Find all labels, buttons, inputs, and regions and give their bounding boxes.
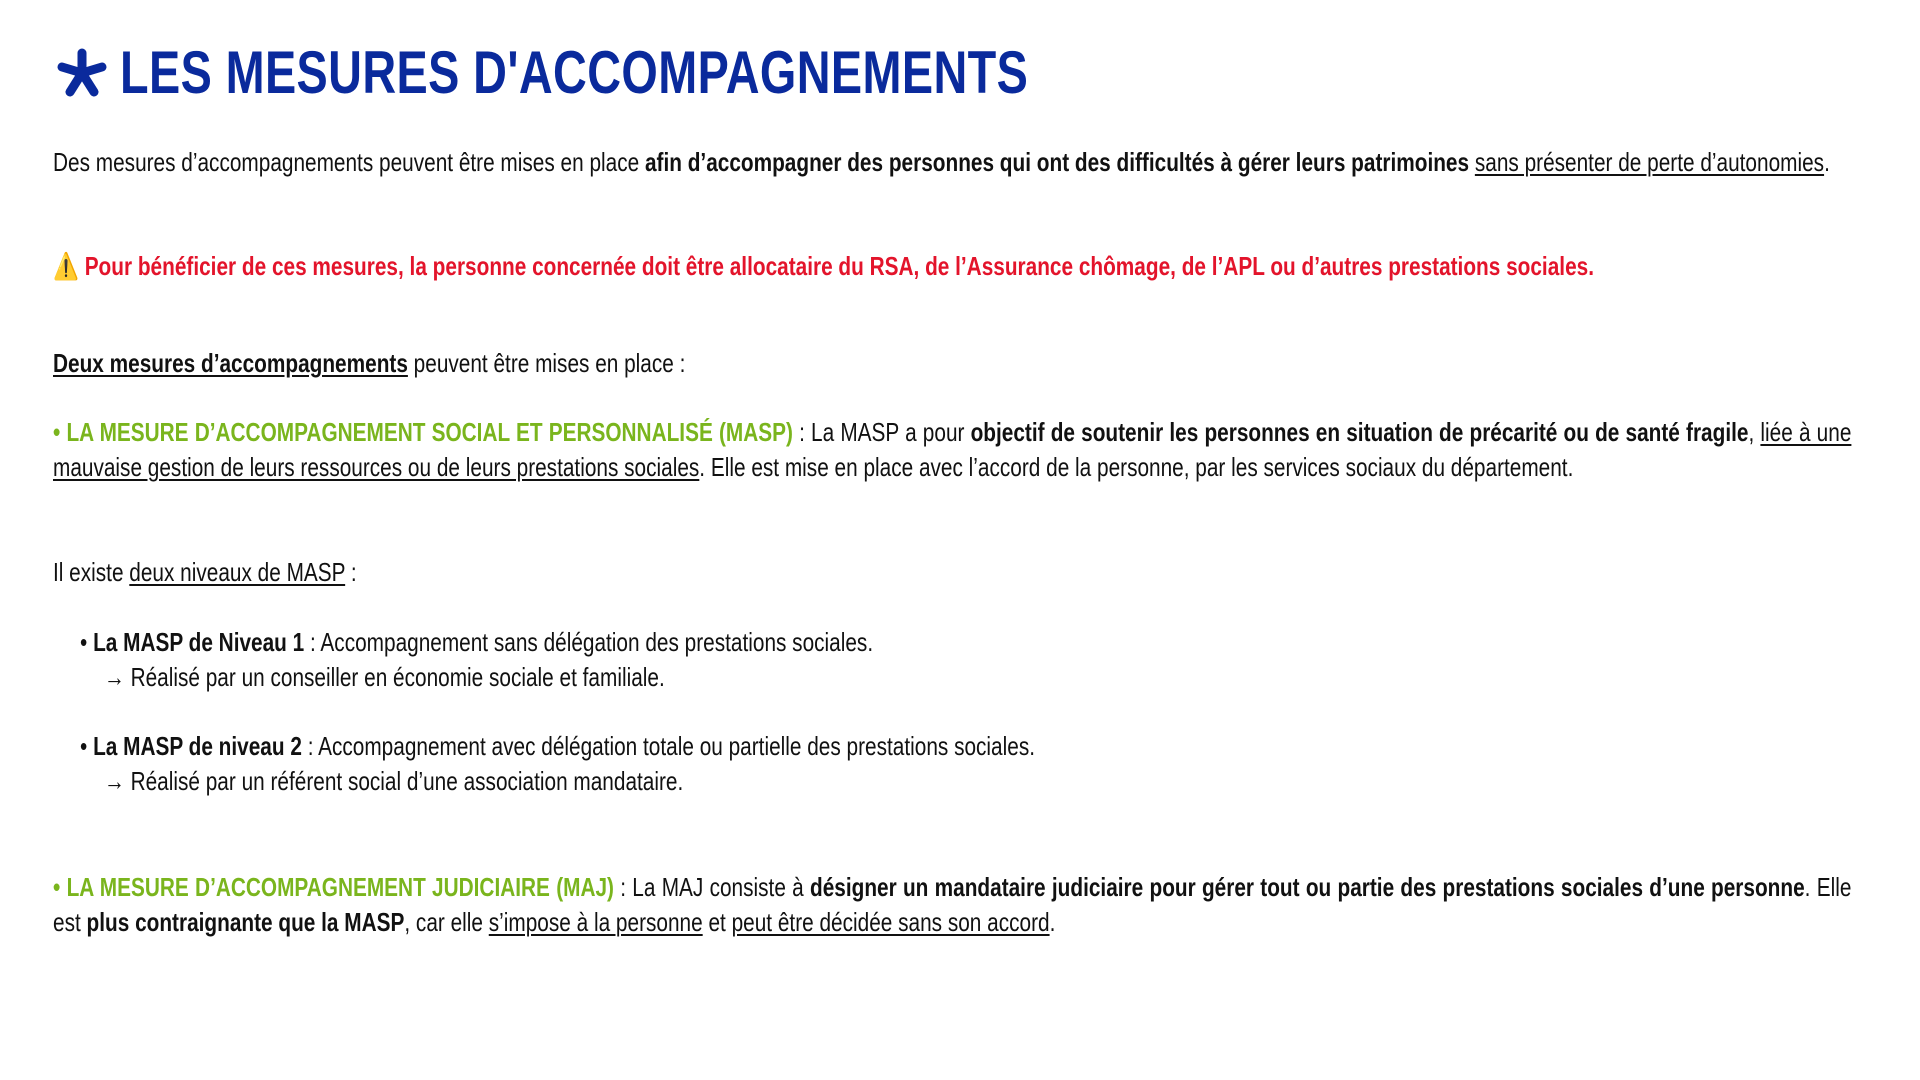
text: . [1049, 907, 1056, 937]
bold-text: plus contraignante que la MASP [86, 907, 405, 937]
text: Il existe [53, 557, 130, 587]
masp-level-2 [80, 729, 1878, 799]
bold-text: objectif de soutenir les personnes en situation de précarité ou de santé fragile [970, 417, 1749, 447]
masp-level-1 [80, 625, 1878, 695]
level-label: La MASP de Niveau 1 [93, 627, 305, 657]
text: . Elle est mise en place avec l’accord de la personne, par les services sociaux du département. [699, 452, 1574, 482]
bold-text: désigner un mandataire judiciaire pour gérer tout ou partie des prestations sociales d’une personne [810, 872, 1805, 902]
underlined-text: peut être décidée sans son accord [731, 907, 1050, 937]
level-detail: → Réalisé par un référent social d’une association mandataire. [104, 766, 684, 796]
underlined-text: Deux mesures d’accompagnements [53, 348, 408, 378]
intro-paragraph [53, 145, 1851, 180]
text: . Elle est [53, 872, 1852, 937]
text: : La MASP a pour [792, 417, 971, 447]
underlined-text: sans présenter de perte d’autonomies [1474, 147, 1825, 177]
asterisk-icon [56, 47, 108, 99]
measures-intro [53, 346, 1851, 381]
bullet: • [53, 417, 61, 447]
text: Des mesures d’accompagnements peuvent être mises en place [53, 147, 645, 177]
underlined-text: s’impose à la personne [488, 907, 703, 937]
text: : Accompagnement sans délégation des prestations sociales. [304, 627, 874, 657]
masp-paragraph [53, 415, 1851, 485]
page-header [56, 38, 1284, 107]
levels-intro [53, 555, 1851, 590]
text: , car elle [404, 907, 489, 937]
text: et [702, 907, 732, 937]
text: . [1824, 147, 1830, 177]
bullet: • [53, 872, 61, 902]
warning-paragraph [53, 249, 1869, 284]
maj-heading: LA MESURE D’ACCOMPAGNEMENT JUDICIAIRE (MAJ) [66, 872, 614, 902]
text: : Accompagnement avec délégation totale ou partielle des prestations sociales. [301, 731, 1035, 761]
warning-icon: ⚠️ [53, 251, 79, 281]
level-label: La MASP de niveau 2 [93, 731, 302, 761]
text: peuvent être mises en place : [407, 348, 686, 378]
bullet: • [80, 731, 88, 761]
bullet: • [80, 627, 88, 657]
bold-text: afin d’accompagner des personnes qui ont des difficultés à gérer leurs patrimoines [644, 147, 1470, 177]
text: : La MAJ consiste à [613, 872, 810, 902]
underlined-text: deux niveaux de MASP [129, 557, 346, 587]
text: : [345, 557, 357, 587]
text: , [1748, 417, 1761, 447]
masp-heading: LA MESURE D’ACCOMPAGNEMENT SOCIAL ET PERSONNALISÉ (MASP) [66, 417, 793, 447]
warning-text: Pour bénéficier de ces mesures, la personne concernée doit être allocataire du RSA, de l’Assurance chômage, de l’APL ou d’autres prestations sociales. [84, 251, 1594, 281]
underlined-text: liée à une mauvaise gestion de leurs ressources ou de leurs prestations sociales [53, 417, 1852, 482]
maj-paragraph [53, 870, 1851, 940]
page-title: LES MESURES D'ACCOMPAGNEMENTS [120, 39, 1029, 106]
level-detail: → Réalisé par un conseiller en économie sociale et familiale. [104, 662, 665, 692]
